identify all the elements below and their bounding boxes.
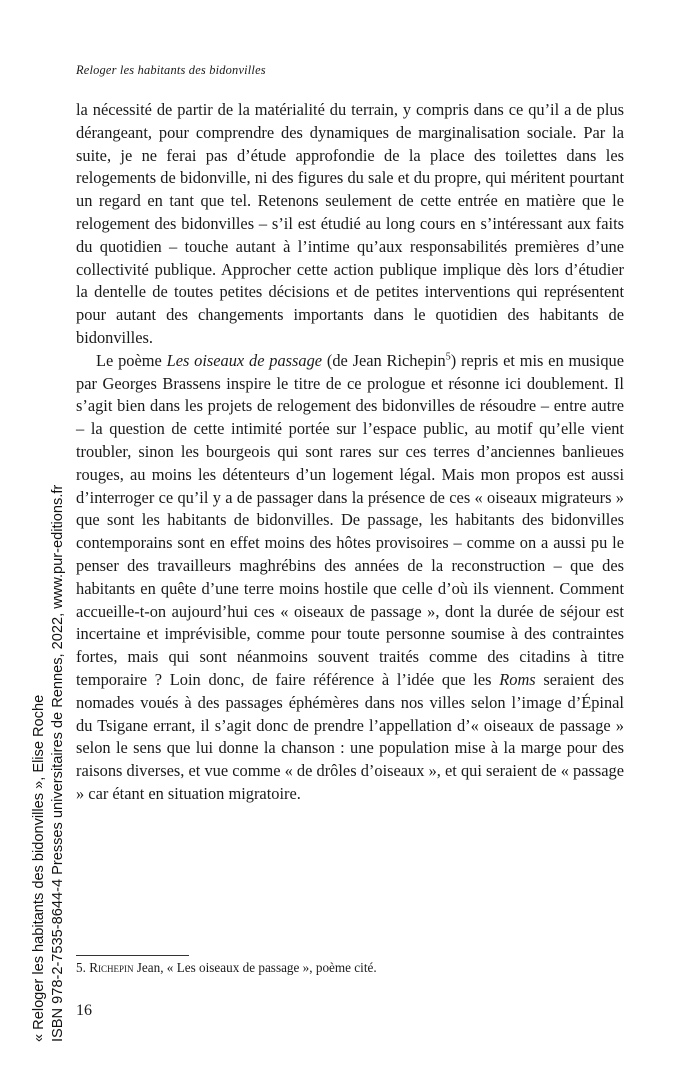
stamp-line-isbn: ISBN 978-2-7535-8644-4 Presses universitaires de Rennes, 2022, www.pur-editions.fr xyxy=(50,484,66,1042)
footnote-reference[interactable]: 5 xyxy=(445,351,451,363)
stamp-line-title: « Reloger les habitants des bidonvilles », Elise Roche xyxy=(31,694,47,1042)
footnote-number: 5. xyxy=(76,960,86,975)
paragraph-2-part-d: seraient des nomades voués à des passages éphémères dans nos villes selon l’image d’Épinal du Tsigane errant, il s’agit donc de prendre l’appellation d’« oiseaux de passage » selon le sens que lui donne la chanson : une population mise à la marge pour des raisons diverses, et vue comme « de drôles d’oiseaux », et qui seraient de « passage » car étant en situation migratoire. xyxy=(76,669,624,803)
paragraph-1: la nécessité de partir de la matérialité du terrain, y compris dans ce qu’il a de plus dérangeant, pour comprendre des dynamiques de marginalisation sociale. Par la suite, je ne ferai pas d’étude approfondie de la place des toilettes dans les relogements de bidonville, ni des figures du sale et du propre, qui méritent pourtant un regard en tant que tel. Retenons seulement de cette entrée en matière que le relogement des bidonvilles – s’il est étudié au long cours en s’intéressant aux faits du quotidien – touche autant à l’intime qu’aux responsabilités premières d’une collectivité publique. Approcher cette action publique implique dès lors d’étudier la dentelle de toutes petites décisions et de petites interventions qui représentent pour autant des changements importants dans le quotidien des habitants de bidonvilles. xyxy=(76,100,624,347)
running-head xyxy=(76,63,616,78)
paragraph-2-part-a: Le poème xyxy=(96,350,167,370)
paragraph-2-part-c: ) repris et mis en musique par Georges Brassens inspire le titre de ce prologue et résonne ici doublement. Il s’agit bien dans les projets de relogement des bidonvilles de résoudre – entre autre – la question de cette intimité portée sur l’espace public, au motif qu’elle vient troubler, sinon les bourgeois qui sont rares sur ces terres d’anciennes banlieues rouges, au moins les détenteurs d’un logement légal. Mais mon propos est aussi d’interroger ce qu’il y a de passager dans la présence de ces « oiseaux migrateurs » que sont les habitants de bidonvilles. De passage, les habitants des bidonvilles contemporains sont en effet moins des hôtes provisoires – comme on a aussi pu le penser des travailleurs maghrébins des années de la reconstruction – que des habitants en quête d’une terre moins hostile que celle d’où ils viennent. Comment accueille-t-on aujourd’hui ces « oiseaux de passage », dont la durée de séjour est incertaine et imprévisible, comme pour toute personne soumise à des contraintes fortes, mais qui sont néanmoins souvent traités comme des citadins à titre temporaire ? Loin donc, de faire référence à l’idée que les xyxy=(76,350,624,689)
footnote-text: Jean, « Les oiseaux de passage », poème cité. xyxy=(133,960,377,975)
page-number: 16 xyxy=(76,1002,92,1019)
poem-title: Les oiseaux de passage xyxy=(166,350,323,370)
copyright-stamp xyxy=(30,485,68,1042)
footnote-divider xyxy=(76,955,189,956)
footnote-author: Richepin xyxy=(89,960,134,975)
paragraph-2-part-b: (de Jean Richepin xyxy=(322,350,446,370)
running-head-text: Reloger les habitants des bidonvilles xyxy=(76,63,266,77)
body-text xyxy=(76,99,624,806)
paragraph-2 xyxy=(76,350,624,806)
footnote xyxy=(76,960,624,976)
roms-term: Roms xyxy=(499,669,536,689)
